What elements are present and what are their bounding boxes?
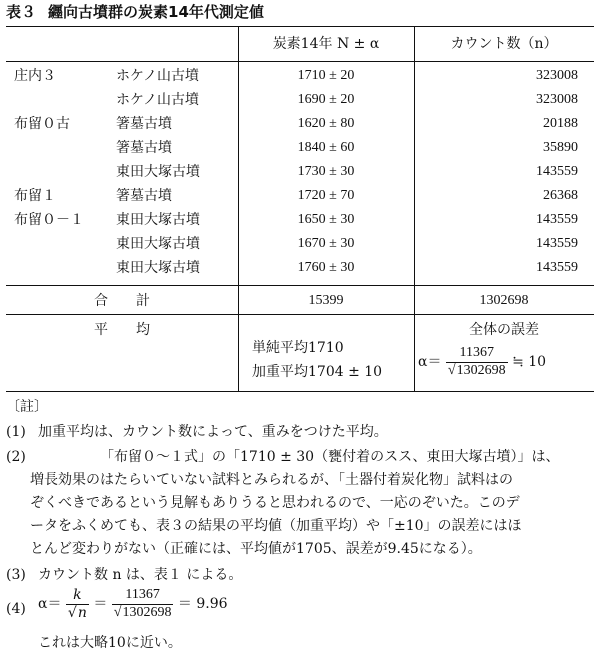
average-label: 平 均 [94, 322, 150, 338]
row-carbon-age: 1670 ± 30 [297, 236, 355, 251]
header-rule [6, 61, 594, 62]
error-fraction [446, 345, 508, 380]
row-tomb-name: 東田大塚古墳 [116, 212, 200, 228]
numeric-fraction [112, 587, 174, 622]
note-number: (3) [6, 567, 26, 583]
row-carbon-age: 1710 ± 20 [297, 68, 355, 83]
note-4-formula [38, 587, 228, 622]
weighted-average: 加重平均1704 ± 10 [252, 364, 383, 380]
note-number: (1) [6, 424, 26, 440]
note-1: 加重平均は、カウント数によって、重みをつけた平均。 [38, 424, 388, 440]
row-site: 布留１ [14, 188, 56, 204]
fraction-denominator [446, 363, 508, 380]
row-carbon-age: 1720 ± 70 [297, 188, 355, 203]
row-tomb-name: 箸墓古墳 [116, 188, 172, 204]
table-title [6, 3, 264, 21]
overall-error-label: 全体の誤差 [469, 322, 539, 338]
simple-average: 単純平均1710 [252, 340, 344, 356]
note-number: (2) [6, 449, 26, 465]
table-caption: 纒向古墳群の炭素14年代測定値 [48, 3, 264, 21]
note-2-line: ぞくべきであるという見解もありうると思われるので、一応のぞいた。このデ [30, 495, 520, 511]
radicand: n [77, 604, 87, 621]
row-site: 布留０－１ [14, 212, 84, 228]
note-2-line: ータをふくめても、表３の結果の平均値（加重平均）や「±10」の誤差にはほ [30, 518, 522, 534]
note-3: カウント数 n は、表１ による。 [38, 567, 243, 583]
row-count: 143559 [536, 236, 578, 251]
note-4-conclusion: これは大略10に近い。 [38, 635, 182, 651]
fraction-numerator: k [66, 587, 89, 605]
row-tomb-name: 東田大塚古墳 [116, 236, 200, 252]
k-over-sqrt-n [66, 587, 89, 622]
row-carbon-age: 1730 ± 30 [297, 164, 355, 179]
total-rule [6, 285, 594, 286]
row-count: 323008 [536, 92, 578, 107]
table-number: 表３ [6, 3, 37, 21]
sqrt-icon: √ [113, 604, 122, 620]
carbon-dating-table [6, 26, 594, 392]
alpha-symbol: α＝ [38, 595, 62, 612]
fraction-denominator [66, 605, 89, 622]
header-count: カウント数（n） [450, 36, 558, 52]
row-tomb-name: 東田大塚古墳 [116, 164, 200, 180]
row-count: 26368 [543, 188, 578, 203]
row-carbon-age: 1620 ± 80 [297, 116, 355, 131]
note-2-line: 増長効果のはたらいていない試料とみられるが、「土器付着炭化物」試料はの [30, 472, 513, 488]
notes-heading: 〔註〕 [6, 399, 48, 415]
total-label: 合 計 [94, 293, 150, 309]
total-age: 15399 [308, 293, 344, 308]
overall-error-formula [418, 345, 546, 380]
row-carbon-age: 1840 ± 60 [297, 140, 355, 155]
row-tomb-name: 東田大塚古墳 [116, 260, 200, 276]
note-number: (4) [6, 601, 26, 617]
sqrt-icon: √ [67, 604, 77, 621]
row-count: 35890 [543, 140, 578, 155]
note-4-result: ＝ 9.96 [177, 595, 228, 612]
sqrt-icon: √ [447, 362, 456, 378]
note-2-line: 「布留０～１式」の「1710 ± 30（甕付着のスス、東田大塚古墳）」は、 [100, 449, 560, 465]
error-result: ≒ 10 [512, 353, 547, 370]
row-carbon-age: 1690 ± 20 [297, 92, 355, 107]
row-tomb-name: 箸墓古墳 [116, 116, 172, 132]
row-tomb-name: 箸墓古墳 [116, 140, 172, 156]
row-carbon-age: 1760 ± 30 [297, 260, 355, 275]
header-carbon-age: 炭素14年 N ± α [272, 36, 380, 52]
radicand: 1302698 [122, 604, 172, 620]
row-count: 143559 [536, 260, 578, 275]
row-carbon-age: 1650 ± 30 [297, 212, 355, 227]
fraction-numerator: 11367 [446, 345, 508, 363]
equals-sign: ＝ [93, 595, 108, 612]
row-count: 323008 [536, 68, 578, 83]
row-count: 20188 [543, 116, 578, 131]
radicand: 1302698 [456, 362, 506, 378]
row-tomb-name: ホケノ山古墳 [116, 92, 200, 108]
row-count: 143559 [536, 212, 578, 227]
row-count: 143559 [536, 164, 578, 179]
fraction-numerator: 11367 [112, 587, 174, 605]
row-tomb-name: ホケノ山古墳 [116, 68, 200, 84]
fraction-denominator [112, 605, 174, 622]
average-rule [6, 314, 594, 315]
alpha-symbol: α＝ [418, 353, 442, 370]
row-site: 布留０古 [14, 116, 70, 132]
row-site: 庄内３ [14, 68, 56, 84]
note-2-line: とんど変わりがない（正確には、平均値が1705、誤差が9.45になる）。 [30, 541, 482, 557]
total-count: 1302698 [479, 293, 529, 308]
